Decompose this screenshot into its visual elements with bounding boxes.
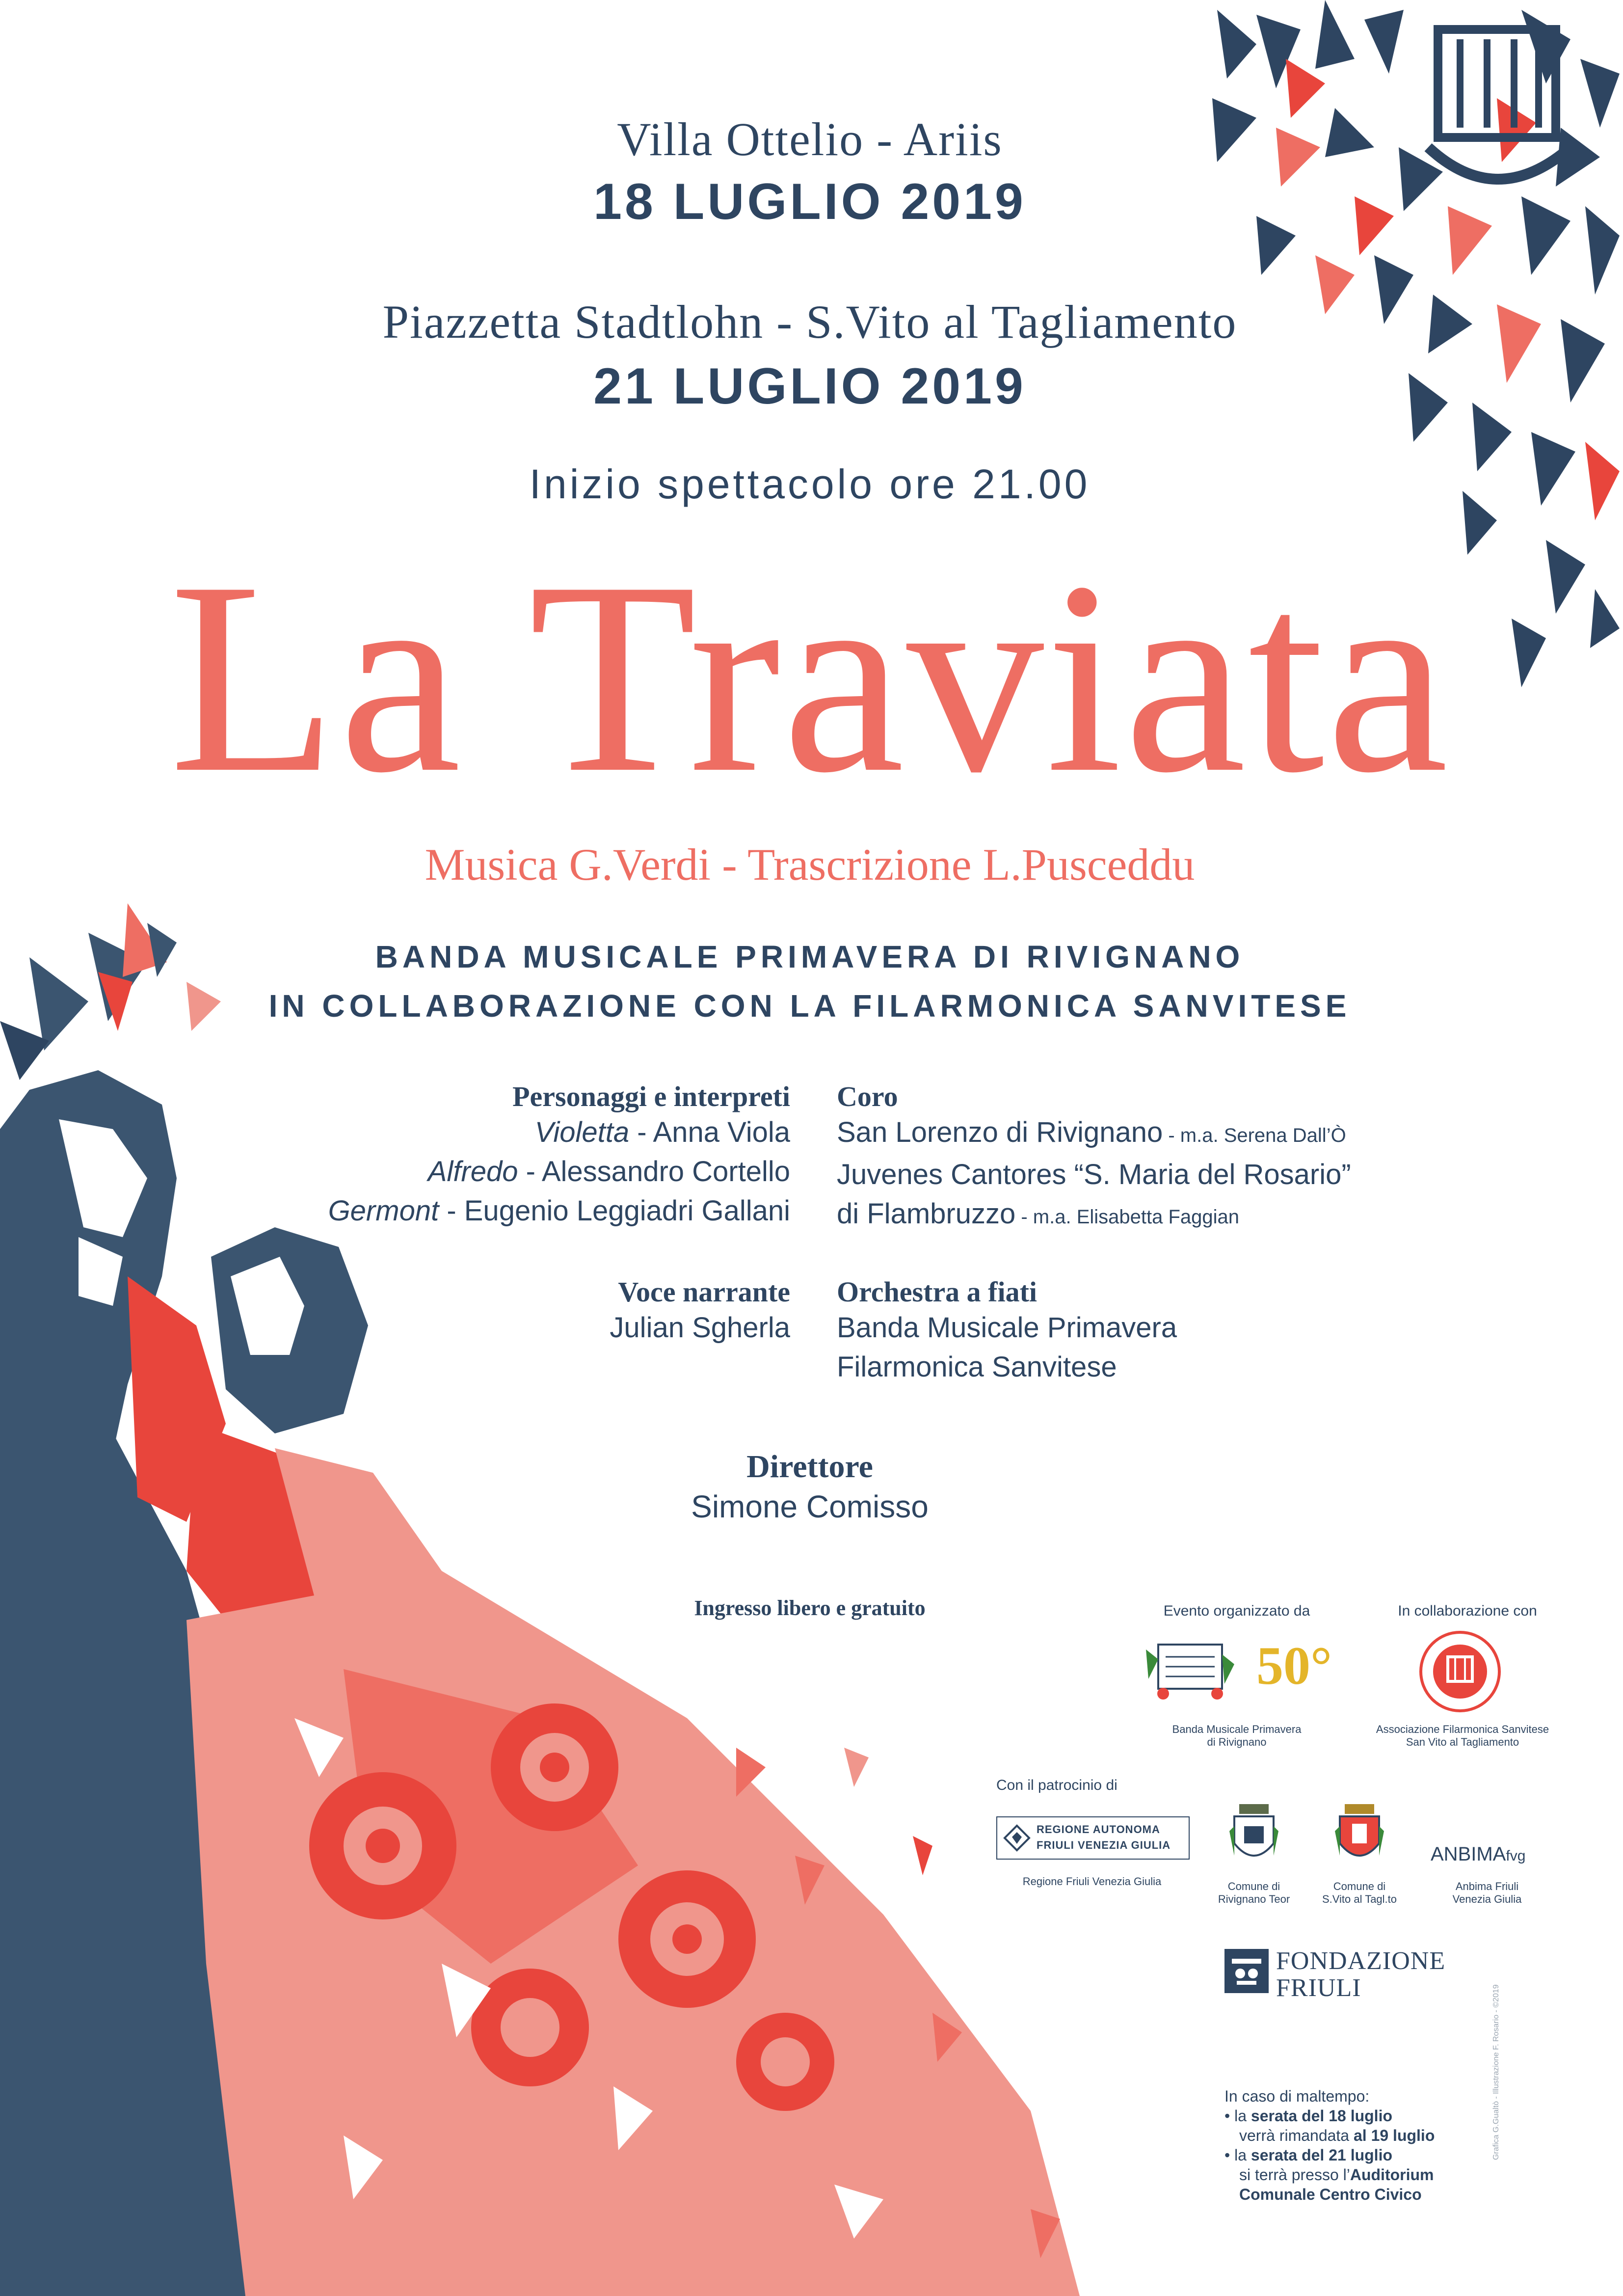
director-name: Simone Comisso bbox=[691, 1489, 929, 1524]
orchestra-block bbox=[837, 1275, 1377, 1387]
organized-by-label: Evento organizzato da bbox=[1163, 1603, 1310, 1619]
region-logo: REGIONE AUTONOMA FRIULI VENEZIA GIULIA bbox=[996, 1816, 1190, 1860]
date-1: 18 LUGLIO 2019 bbox=[593, 173, 1026, 230]
band-line-1: BANDA MUSICALE PRIMAVERA DI RIVIGNANO bbox=[375, 939, 1245, 974]
teor-crest bbox=[1227, 1802, 1281, 1870]
coro-heading: Coro bbox=[837, 1080, 898, 1112]
orchestra-line: Banda Musicale Primavera bbox=[837, 1312, 1177, 1344]
role: Germont bbox=[328, 1195, 439, 1227]
weather-bullet: • la serata del 21 luglio bbox=[1224, 2146, 1392, 2164]
cast-row bbox=[245, 1191, 790, 1231]
role: Violetta bbox=[534, 1116, 630, 1148]
patronage-label: Con il patrocinio di bbox=[996, 1777, 1117, 1793]
teor-crest-icon bbox=[1227, 1802, 1281, 1870]
weather-heading: In caso di maltempo: bbox=[1224, 2087, 1370, 2105]
entry-note: Ingresso libero e gratuito bbox=[694, 1596, 926, 1620]
cast-block bbox=[245, 1080, 790, 1231]
weather-bullet: • la serata del 18 luglio bbox=[1224, 2107, 1392, 2125]
filarmonica-seal-icon bbox=[1418, 1630, 1502, 1713]
anbima-caption: Anbima Friuli Venezia Giulia bbox=[1452, 1880, 1522, 1905]
weather-note bbox=[1224, 2086, 1499, 2204]
fondazione-name: FONDAZIONE bbox=[1276, 1947, 1446, 1975]
fondazione-logo-icon bbox=[1224, 1949, 1269, 1993]
orchestra-heading: Orchestra a fiati bbox=[837, 1276, 1038, 1308]
performer: - Eugenio Leggiadri Gallani bbox=[439, 1195, 790, 1227]
coro-block bbox=[837, 1080, 1475, 1237]
weather-bullet-cont: si terrà presso l’Auditorium bbox=[1239, 2166, 1434, 2184]
orchestra-line: Filarmonica Sanvitese bbox=[837, 1351, 1117, 1383]
weather-bullet-cont: verrà rimandata al 19 luglio bbox=[1239, 2127, 1435, 2144]
svito-caption: Comune di S.Vito al Tagl.to bbox=[1322, 1880, 1397, 1905]
region-caption: Regione Friuli Venezia Giulia bbox=[1022, 1875, 1162, 1888]
organizer-caption: Banda Musicale Primavera di Rivignano bbox=[1172, 1723, 1302, 1748]
collaboration-label: In collaborazione con bbox=[1398, 1603, 1537, 1619]
band-logo-icon bbox=[1144, 1635, 1237, 1708]
narrator-heading: Voce narrante bbox=[618, 1276, 790, 1308]
role: Alfredo bbox=[427, 1156, 518, 1188]
venue-1: Villa Ottelio - Ariis bbox=[617, 113, 1003, 165]
date-2: 21 LUGLIO 2019 bbox=[593, 358, 1026, 415]
performer: - Alessandro Cortello bbox=[518, 1156, 790, 1188]
anbima-logo: ANBIMAfvg bbox=[1431, 1843, 1526, 1865]
collab-caption: Associazione Filarmonica Sanvitese San Vito al Tagliamento bbox=[1376, 1723, 1549, 1748]
teor-caption: Comune di Rivignano Teor bbox=[1218, 1880, 1290, 1905]
coro-line: di Flambruzzo - m.a. Elisabetta Faggian bbox=[837, 1198, 1240, 1230]
filarmonica-logo bbox=[1418, 1630, 1502, 1713]
narrator-block bbox=[344, 1275, 790, 1348]
show-subtitle: Musica G.Verdi - Trascrizione L.Pusceddu bbox=[425, 839, 1195, 890]
performer: - Anna Viola bbox=[629, 1116, 790, 1148]
director-heading: Direttore bbox=[746, 1449, 873, 1485]
eagle-icon bbox=[1002, 1823, 1032, 1853]
svito-crest-icon bbox=[1332, 1802, 1386, 1870]
coro-line: San Lorenzo di Rivignano - m.a. Serena Dall’Ò bbox=[837, 1116, 1346, 1148]
cast-row bbox=[245, 1152, 790, 1191]
cast-heading: Personaggi e interpreti bbox=[512, 1080, 790, 1112]
cast-row bbox=[245, 1113, 790, 1152]
coro-line: Juvenes Cantores “S. Maria del Rosario” bbox=[837, 1159, 1351, 1190]
fondazione-name-2: FRIULI bbox=[1276, 1974, 1361, 2002]
narrator-name: Julian Sgherla bbox=[610, 1312, 790, 1344]
weather-bullet-cont: Comunale Centro Civico bbox=[1239, 2186, 1422, 2203]
start-time: Inizio spettacolo ore 21.00 bbox=[529, 461, 1091, 507]
svito-crest bbox=[1332, 1802, 1386, 1870]
director-block bbox=[540, 1448, 1080, 1525]
band-line-2: IN COLLABORAZIONE CON LA FILARMONICA SANVITESE bbox=[268, 988, 1351, 1024]
anniversary-logo: 50° bbox=[1256, 1636, 1332, 1696]
band-logo bbox=[1144, 1635, 1237, 1708]
venue-2: Piazzetta Stadtlohn - S.Vito al Tagliamento bbox=[382, 296, 1237, 348]
credits: Grafica G.Gualtò - Illustrazione F. Rosario - ©2019 bbox=[1492, 1984, 1500, 2160]
show-title: La Traviata bbox=[169, 525, 1451, 830]
